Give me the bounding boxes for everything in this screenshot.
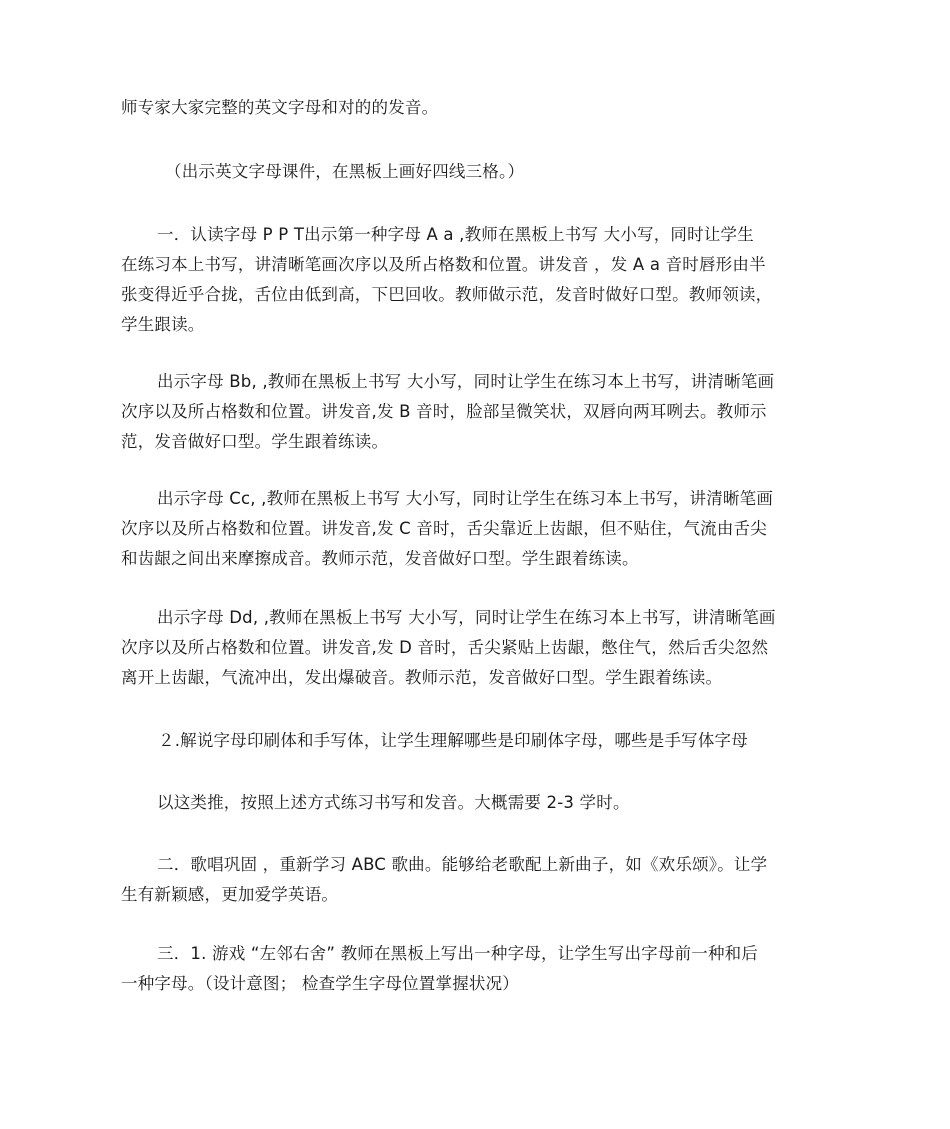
paragraph-letter-a-line-3: 张变得近乎合拢，舌位由低到高，下巴回收。教师做示范，发音时做好口型。教师领读， <box>121 285 773 304</box>
paragraph-letter-d <box>121 603 833 693</box>
paragraph-song-review <box>121 850 833 910</box>
paragraph-letter-b-line-2: 次序以及所占格数和位置。讲发音,发 B 音时，脸部呈微笑状，双唇向两耳咧去。教师示 <box>121 402 767 421</box>
paragraph-letter-a-line-4: 学生跟读。 <box>121 315 205 334</box>
paragraph-letter-c-line-2: 次序以及所占格数和位置。讲发音,发 C 音时，舌尖靠近上齿龈，但不贴住，气流由舌尖 <box>121 519 767 538</box>
paragraph-letter-c-line-3: 和齿龈之间出来摩擦成音。教师示范，发音做好口型。学生跟着练读。 <box>121 549 639 568</box>
paragraph-neighbor-game <box>121 939 833 999</box>
paragraph-neighbor-game-line-2: 一种字母。（设计意图； 检查学生字母位置掌握状况） <box>121 974 519 993</box>
paragraph-letter-d-line-1: 出示字母 Dd, ,教师在黑板上书写 大小写，同时让学生在练习本上书写，讲清晰笔画 <box>157 608 776 627</box>
paragraph-song-review-line-1: 二．歌唱巩固 ，重新学习 ABC 歌曲。能够给老歌配上新曲子，如《欢乐颂》。让学 <box>157 855 768 874</box>
paragraph-letter-a <box>121 220 833 340</box>
paragraph-letter-d-line-2: 次序以及所占格数和位置。讲发音,发 D 音时，舌尖紧贴上齿龈，憋住气，然后舌尖忽然 <box>121 638 769 657</box>
paragraph-letter-b-line-3: 范，发音做好口型。学生跟着练读。 <box>121 432 389 451</box>
paragraph-intro-continuation: 师专家大家完整的英文字母和对的的发音。 <box>121 98 439 117</box>
paragraph-letter-c-line-1: 出示字母 Cc, ,教师在黑板上书写 大小写，同时让学生在练习本上书写，讲清晰笔画 <box>157 489 774 508</box>
paragraph-practice-duration: 以这类推，按照上述方式练习书写和发音。大概需要 2-3 学时。 <box>157 793 630 812</box>
paragraph-print-vs-handwriting: ２.解说字母印刷体和手写体，让学生理解哪些是印刷体字母，哪些是手写体字母 <box>158 731 748 750</box>
paragraph-letter-a-line-2: 在练习本上书写，讲清晰笔画次序以及所占格数和位置。讲发音 ，发 A a 音时唇形由半 <box>121 255 766 274</box>
paragraph-letter-b-line-1: 出示字母 Bb, ,教师在黑板上书写 大小写，同时让学生在练习本上书写，讲清晰笔画 <box>157 372 775 391</box>
paragraph-courseware-note: （出示英文字母课件，在黑板上画好四线三格。） <box>165 162 525 181</box>
paragraph-letter-c <box>121 484 833 574</box>
paragraph-letter-b <box>121 367 833 457</box>
paragraph-neighbor-game-line-1: 三．1. 游戏 “左邻右舍” 教师在黑板上写出一种字母，让学生写出字母前一种和后 <box>157 944 759 963</box>
paragraph-letter-d-line-3: 离开上齿龈，气流冲出，发出爆破音。教师示范，发音做好口型。学生跟着练读。 <box>121 668 723 687</box>
paragraph-song-review-line-2: 生有新颖感，更加爱学英语。 <box>121 885 339 904</box>
paragraph-letter-a-line-1: 一．认读字母 P P T出示第一种字母 A a ,教师在黑板上书写 大小写，同时让学生 <box>157 225 754 244</box>
